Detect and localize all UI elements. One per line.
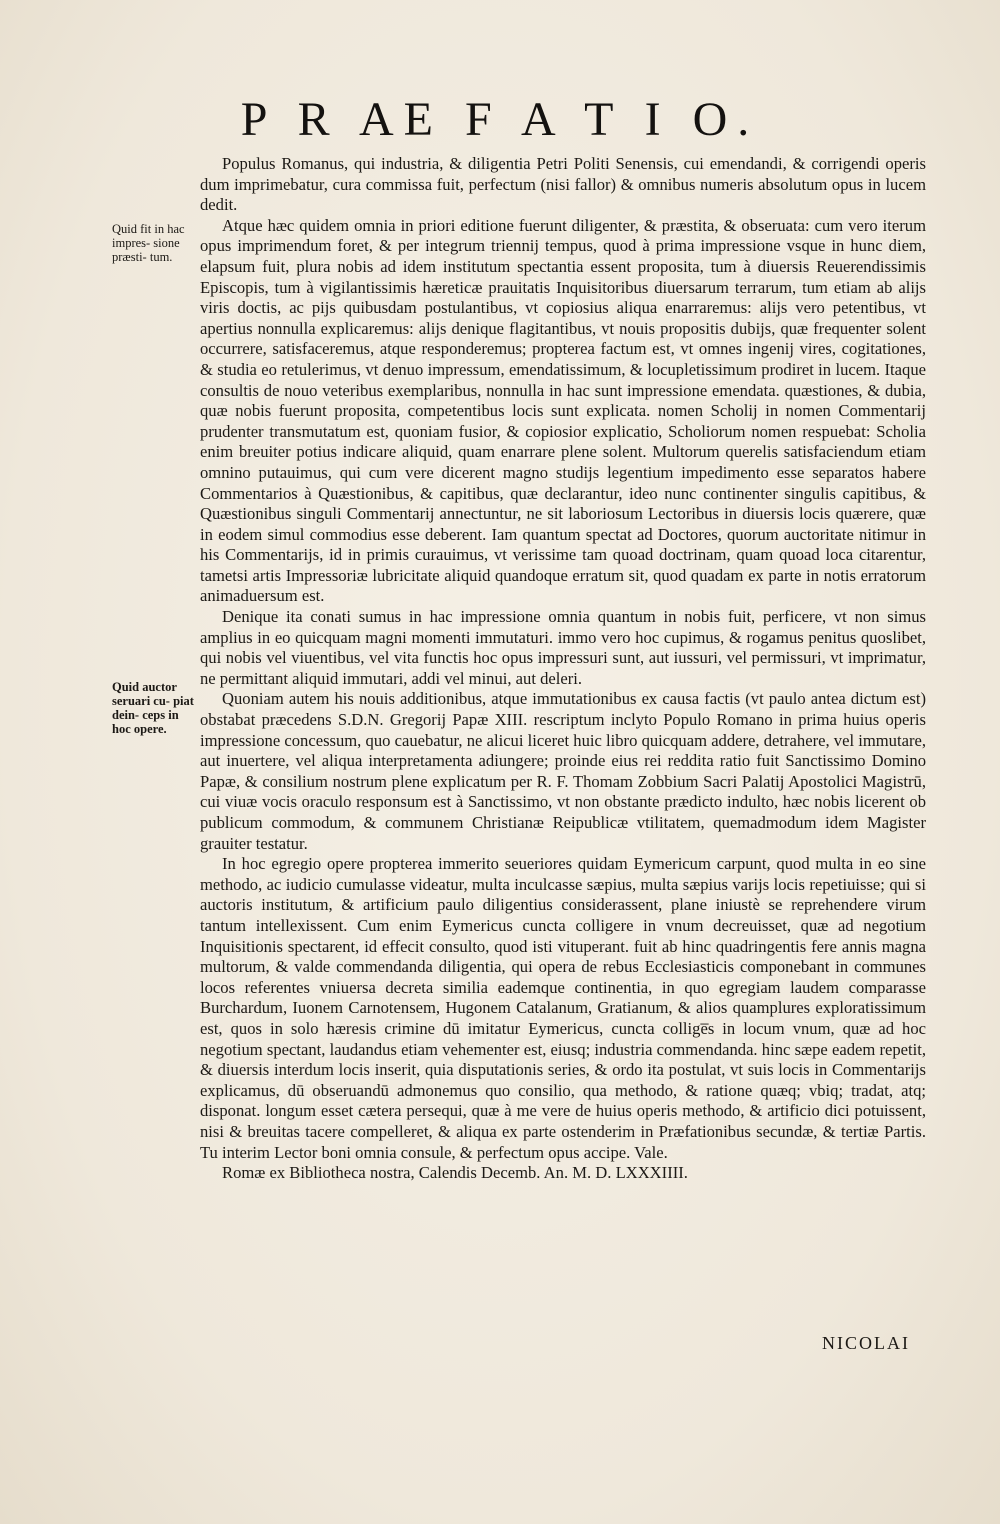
paragraph-1: Populus Romanus, qui industria, & diligentia Petri Politi Senensis, cui emendandi, & corrigendi operis dum imprimebatur, cura commissa fuit, perfectum (nisi fallor) & omnibus numeris absolutum opus in lucem dedit. [200, 154, 926, 215]
page-title: P R AE F A T I O. [240, 93, 760, 146]
paragraph-3: Denique ita conati sumus in hac impressione omnia quantum in nobis fuit, perficere, vt non simus amplius in eo quicquam magni momenti immutaturi. immo vero hoc cupimus, & rogamus penitus quoslibet, qui nobis vel viuentibus, vel vita functis hoc opus impressuri sunt, aut iussuri, vel permissuri, vt imprimatur, ne permittant aliquid immutari, addi vel minui, aut deleri. [200, 607, 926, 688]
margin-note-author: Quid auctor seruari cu- piat dein- ceps in hoc opere. [112, 680, 194, 736]
margin-note-impression: Quid fit in hac impres- sione præsti- tum. [112, 222, 185, 264]
catchword: NICOLAI [822, 1333, 910, 1353]
paragraph-5: In hoc egregio opere propterea immerito seueriores quidam Eymericum carpunt, quod multa in eo sine methodo, ac iudicio cumulasse videatur, multa inculcasse sæpius, multa sæpius varijs locis repetiuisse; qui si auctoris institutum, & artificium paulo diligentius considerassent, plane iniustè se reprehendere virum tantum intellexissent. Cum enim Eymericus cuncta colligere in vnum decreuisset, quæ ad negotium Inquisitionis spectarent, id effecit consulto, quod isti vituperant. fuit ab hinc quadringentis fere annis magna multorum, & valde commendanda diligentia, qui opera de rebus Ecclesiasticis componebant in communes locos referentes vniuersa decreta similia eademque continentia, in quo egregiam laudem comparasse Burchardum, Iuonem Carnotensem, Hugonem Catalanum, Gratianum, & alios quamplures exploratissimum est, quos in solo hæresis crimine dū imitatur Eymericus, cuncta collige̅s in locum vnum, quæ ad hoc negotium spectant, laudandus etiam vehementer est, eiusq; industria commendanda. hinc sæpe eadem repetit, & diuersis interdum locis inserit, quia disputationis series, & ordo ita postulat, vt suis locis in Commentarijs explicamus, dū obseruandū admonemus quo consilio, qua methodo, & ratione quæq; vbiq; tradat, atq; disponat. longum esset cætera persequi, quæ à me vere de huius operis methodo, & artificio dici potuissent, nisi & breuitas tacere compelleret, & aliqua ex parte ostenderim in Præfationibus secundæ, & tertiæ Partis. Tu interim Lector boni omnia consule, & perfectum opus accipe. Vale. [200, 854, 926, 1162]
paragraph-4: Quoniam autem his nouis additionibus, atque immutationibus ex causa factis (vt paulo antea dictum est) obstabat præcedens S.D.N. Gregorij Papæ XIII. rescriptum inclyto Populo Romano in prima huius operis impressione concessum, quo cauebatur, ne alicui liceret huic libro quicquam addere, detrahere, vel immutare, aut inuertere, vel aliqua interpretamenta adiungere; proinde eius rei reddita ratio fuit Sanctissimo Domino Papæ, & consilium nostrum plene explicatum per R. F. Thomam Zobbium Sacri Palatij Apostolici Magistrū, cui viuæ vocis oraculo responsum est à Sanctissimo, vt non obstante prædicto indulto, hæc nobis licerent ob publicum commodum, & communem Christianæ Reipublicæ vtilitatem, quemadmodum idem Magister grauiter testatur. [200, 689, 926, 853]
paragraph-2: Atque hæc quidem omnia in priori editione fuerunt diligenter, & præstita, & obseruata: cum vero iterum opus imprimendum foret, & per integrum triennij tempus, quod à prima impressione vsque in hunc diem, elapsum fuit, plura nobis ad idem institutum spectantia essent proposita, tum à diuersis Reuerendissimis Episcopis, tum à vigilantissimis hæreticæ prauitatis Inquisitoribus diuersarum terrarum, tum etiam ab alijs viris doctis, ac pijs quibusdam postulantibus, vt copiosius aliqua enarraremus: alijs vero petentibus, vt apertius nonnulla explicaremus: alijs denique flagitantibus, vt nouis propositis dubijs, quæ frequenter solent occurrere, satisfaceremus, atque responderemus; propterea factum est, vt omnes ingenij vires, cogitationes, & studia eo retulerimus, vt denuo impressum, emendatissimum, & locupletissimum prodiret in lucem. Itaque consultis de nouo veteribus exemplaribus, nonnulla in hac sunt impressione emendata. quæstiones, & dubia, quæ nobis fuerunt proposita, competentibus locis sunt explicata. nomen Scholij in nomen Commentarij prudenter transmutatum est, quoniam fusior, & copiosior explicatio, Scholiorum nomen respuebat: Scholia enim breuiter potius indicare aliquid, quam enarrare plene solent. Multorum querelis satisfaciendum etiam omnino putauimus, qui cum vere dicerent magno studijs legentium impedimento esse separatos habere Commentarios à Quæstionibus, & capitibus, quæ declarantur, ideo nunc continenter singulis capitibus, & Quæstionibus singuli Commentarij annectuntur, ne sit laboriosum Lectoribus in diuersis locis quærere, quæ in eodem simul commodius esse deberent. Iam quantum spectat ad Doctores, quorum auctoritate nitimur in his Commentarijs, id in primis curauimus, vt verissime tam quoad doctrinam, quam quoad loca citarentur, tametsi artis Impressoriæ lubricitate aliquid quandoque erratum sit, quod quadam ex parte in notis erratorum animaduersum est. [200, 215, 926, 606]
dateline: Romæ ex Bibliotheca nostra, Calendis Decemb. An. M. D. LXXXIIII. [222, 1163, 688, 1183]
body-text [200, 154, 926, 1184]
